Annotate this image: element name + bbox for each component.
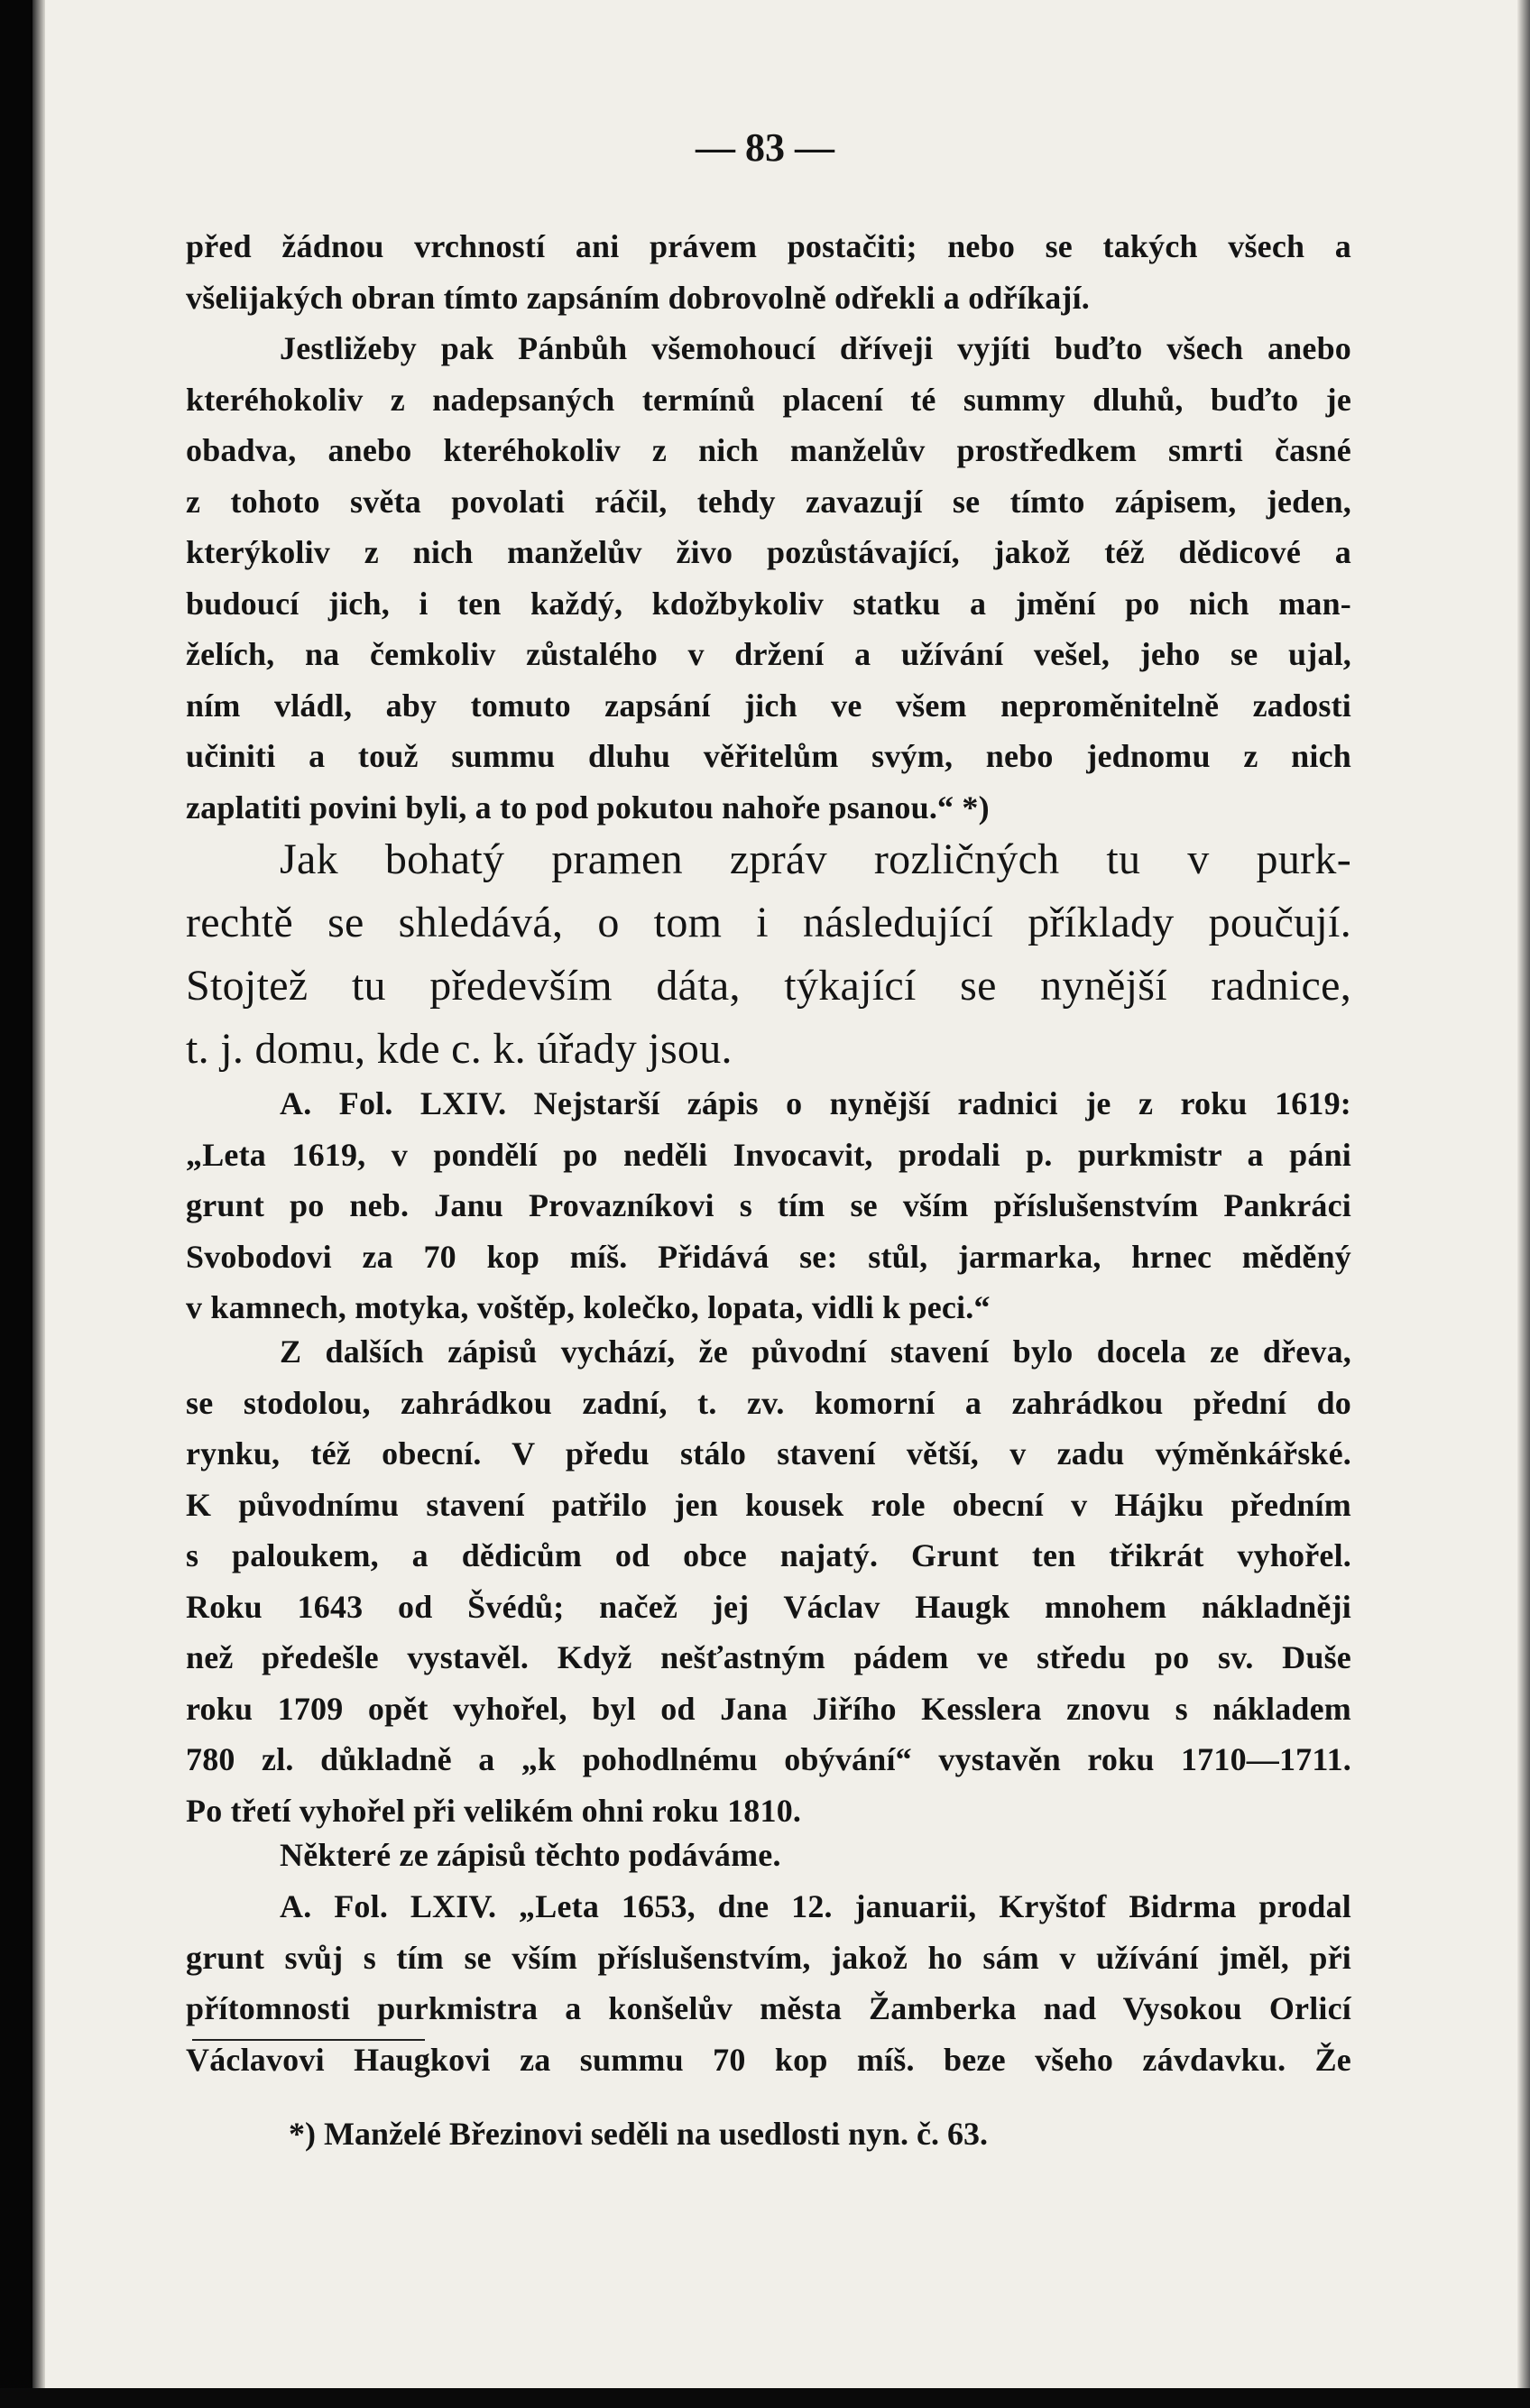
page-number: — 83 — bbox=[696, 125, 834, 170]
text-line: zaplatiti povini byli, a to pod pokutou nahoře psanou.“ *) bbox=[186, 789, 990, 826]
paragraph-continuation bbox=[186, 221, 1351, 323]
text-line: Jak bohatý pramen zpráv rozličných tu v purk- bbox=[280, 835, 1351, 883]
text-line: než předešle vystavěl. Když nešťastným pádem ve středu po sv. Duše bbox=[186, 1639, 1351, 1675]
paragraph-obligation bbox=[186, 323, 1351, 833]
text-line: Některé ze zápisů těchto podáváme. bbox=[280, 1837, 781, 1873]
scan-bottom-edge bbox=[0, 2388, 1530, 2408]
text-line: ním vládl, aby tomuto zapsání jich ve všem neproměnitelně zadosti bbox=[186, 687, 1351, 724]
text-line: před žádnou vrchností ani právem postačiti; nebo se takých všech a bbox=[186, 228, 1351, 264]
text-line: „Leta 1619, v pondělí po neděli Invocavit, prodali p. purkmistr a páni bbox=[186, 1136, 1351, 1173]
text-line: Po třetí vyhořel při velikém ohni roku 1810. bbox=[186, 1792, 802, 1829]
text-line: želích, na čemkoliv zůstalého v držení a užívání vešel, jeho se ujal, bbox=[186, 636, 1351, 672]
paragraph-intro-records bbox=[186, 1830, 1351, 1881]
scan-binding-shadow bbox=[32, 0, 45, 2408]
text-line: grunt svůj s tím se vším příslušenstvím, jakož ho sám v užívání jměl, při bbox=[186, 1939, 1351, 1976]
text-line: budoucí jich, i ten každý, kdožbykoliv statku a jmění po nich man- bbox=[186, 585, 1351, 622]
text-line: z tohoto světa povolati ráčil, tehdy zavazují se tímto zápisem, jeden, bbox=[186, 483, 1351, 520]
text-line: t. j. domu, kde c. k. úřady jsou. bbox=[186, 1025, 733, 1073]
text-line: Jestližeby pak Pánbůh všemohoucí dříveji vyjíti buďto všech anebo bbox=[280, 330, 1351, 366]
text-line: kterýkoliv z nich manželův živo pozůstávající, jakož též dědicové a bbox=[186, 534, 1351, 570]
text-line: grunt po neb. Janu Provazníkovi s tím se vším příslušenstvím Pankráci bbox=[186, 1187, 1351, 1223]
text-line: A. Fol. LXIV. „Leta 1653, dne 12. januarii, Kryštof Bidrma prodal bbox=[280, 1888, 1351, 1924]
text-line: učiniti a touž summu dluhu věřitelům svým, nebo jednomu z nich bbox=[186, 738, 1351, 774]
text-line: Václavovi Haugkovi za summu 70 kop míš. beze všeho závdavku. Že bbox=[186, 2041, 1351, 2078]
paragraph-large-intro bbox=[186, 828, 1351, 1081]
scan-left-edge bbox=[0, 0, 32, 2408]
text-line: A. Fol. LXIV. Nejstarší zápis o nynější radnici je z roku 1619: bbox=[280, 1085, 1351, 1121]
footnote-rule bbox=[192, 2039, 425, 2041]
text-line: Z dalších zápisů vychází, že původní stavení bylo docela ze dřeva, bbox=[280, 1333, 1351, 1370]
text-line: Stojtež tu především dáta, týkající se nynější radnice, bbox=[186, 962, 1351, 1010]
text-line: se stodolou, zahrádkou zadní, t. zv. komorní a zahrádkou přední do bbox=[186, 1384, 1351, 1421]
text-line: Roku 1643 od Švédů; načež jej Václav Haugk mnohem nákladněji bbox=[186, 1588, 1351, 1625]
text-line: všelijakých obran tímto zapsáním dobrovolně odřekli a odříkají. bbox=[186, 279, 1091, 316]
paragraph-history bbox=[186, 1326, 1351, 1836]
text-line: roku 1709 opět vyhořel, byl od Jana Jiřího Kesslera znovu s nákladem bbox=[186, 1690, 1351, 1727]
text-line: přítomnosti purkmistra a konšelův města Žamberka nad Vysokou Orlicí bbox=[186, 1990, 1351, 2026]
text-line: rynku, též obecní. V předu stálo stavení větší, v zadu výměnkářské. bbox=[186, 1435, 1351, 1472]
text-line: obadva, anebo kteréhokoliv z nich manželův prostředkem smrti časné bbox=[186, 432, 1351, 468]
text-line: rechtě se shledává, o tom i následující příklady poučují. bbox=[186, 899, 1351, 946]
paragraph-record-1653 bbox=[186, 1881, 1351, 2085]
scan-right-edge bbox=[1517, 0, 1530, 2408]
footnote: *) Manželé Březinovi seděli na usedlosti nyn. č. 63. bbox=[289, 2116, 988, 2152]
text-line: Svobodovi za 70 kop míš. Přidává se: stůl, jarmarka, hrnec měděný bbox=[186, 1238, 1351, 1275]
text-line: K původnímu stavení patřilo jen kousek role obecní v Hájku předním bbox=[186, 1486, 1351, 1523]
text-line: kteréhokoliv z nadepsaných termínů placení té summy dluhů, buďto je bbox=[186, 381, 1351, 418]
text-line: s paloukem, a dědicům od obce najatý. Grunt ten třikrát vyhořel. bbox=[186, 1537, 1351, 1573]
text-line: v kamnech, motyka, voštěp, kolečko, lopata, vidli k peci.“ bbox=[186, 1289, 991, 1325]
text-line: 780 zl. důkladně a „k pohodlnému obývání“ vystavěn roku 1710—1711. bbox=[186, 1741, 1351, 1777]
paragraph-record-1619 bbox=[186, 1078, 1351, 1333]
